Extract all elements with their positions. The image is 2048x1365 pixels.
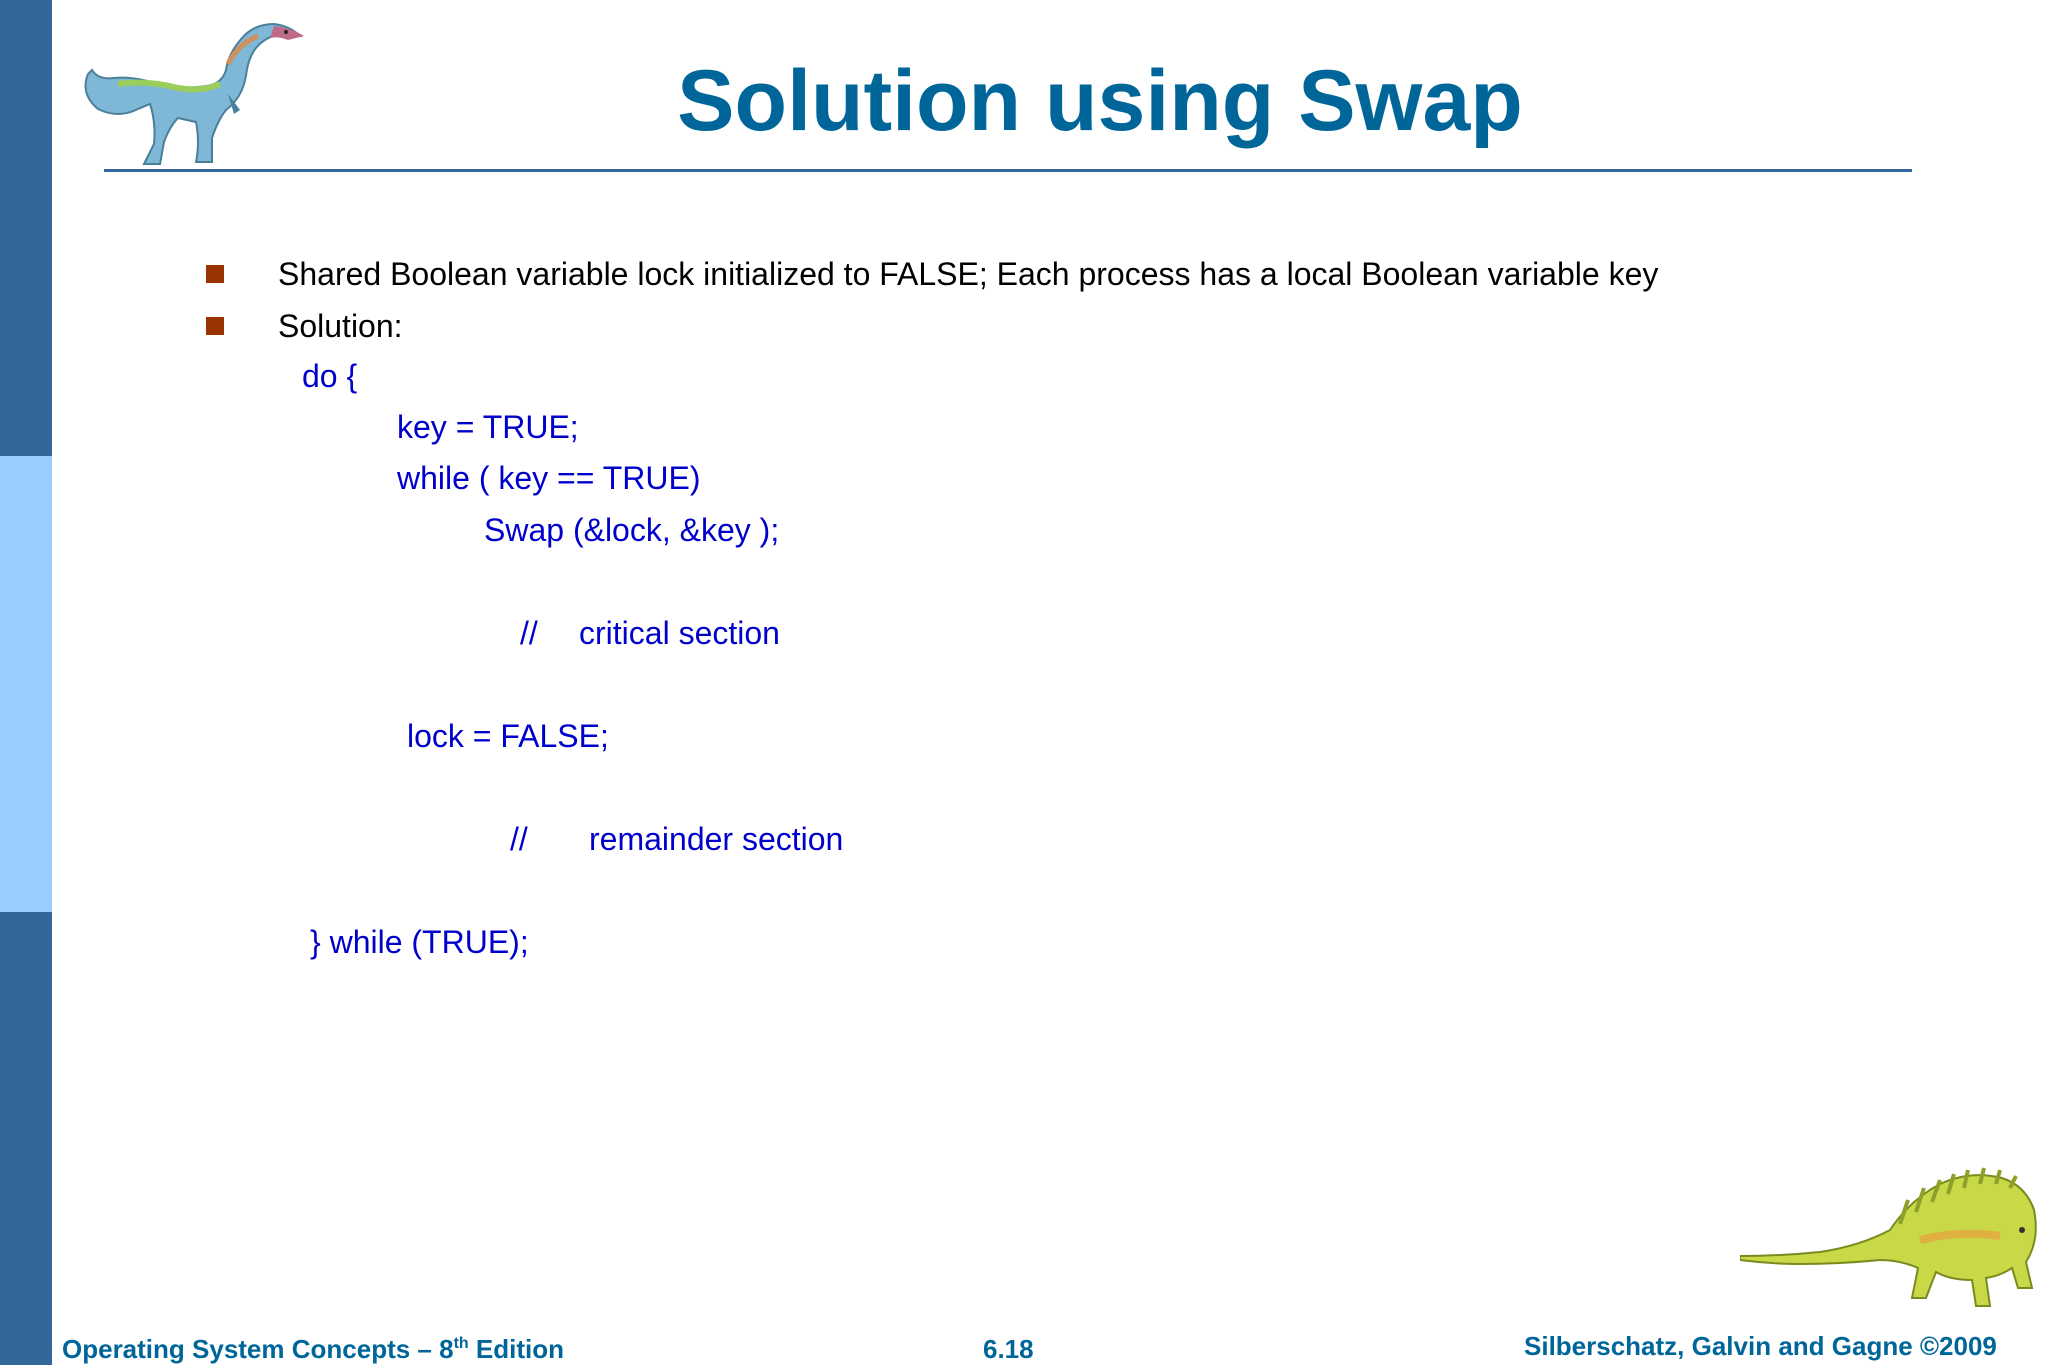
- code-line-while-cond: while ( key == TRUE): [397, 460, 701, 496]
- sidebar-segment-bottom: [0, 912, 52, 1365]
- bullet-item: [206, 248, 1658, 300]
- code-line-key-assign: key = TRUE;: [397, 409, 579, 445]
- code-line-while-close: } while (TRUE);: [310, 924, 529, 960]
- dinosaur-icon: [78, 14, 314, 170]
- slide-title: Solution using Swap: [677, 53, 1523, 149]
- code-line-do-open: do {: [302, 358, 358, 394]
- sidebar-segment-middle: [0, 456, 52, 912]
- code-line-swap-call: Swap (&lock, &key );: [484, 512, 780, 548]
- title-divider: [104, 169, 1912, 172]
- dinosaur-icon: [1740, 1160, 2040, 1320]
- sidebar-segment-top: [0, 0, 52, 456]
- bullet-text: Shared Boolean variable lock initialized to FALSE; Each process has a local Boolean variable key: [278, 255, 1659, 292]
- footer-book-title: [62, 1334, 564, 1365]
- footer-book-prefix: Operating System Concepts – 8: [62, 1334, 454, 1364]
- square-bullet-icon: [206, 317, 224, 335]
- code-line-lock-release: lock = FALSE;: [407, 718, 609, 754]
- bullet-text: Solution:: [278, 307, 403, 344]
- bullet-list: [206, 248, 1658, 352]
- footer-page-number: 6.18: [983, 1334, 1034, 1364]
- code-comment-mark: //: [510, 821, 528, 857]
- footer-book-superscript: th: [453, 1335, 469, 1352]
- bullet-item: [206, 300, 1658, 352]
- code-comment-remainder: remainder section: [589, 821, 844, 857]
- footer-copyright: Silberschatz, Galvin and Gagne ©2009: [1524, 1331, 1997, 1361]
- sidebar-stripe: [0, 0, 52, 1365]
- code-comment-critical: critical section: [579, 615, 780, 651]
- square-bullet-icon: [206, 265, 224, 283]
- code-comment-mark: //: [520, 615, 538, 651]
- footer-book-suffix: Edition: [468, 1334, 564, 1364]
